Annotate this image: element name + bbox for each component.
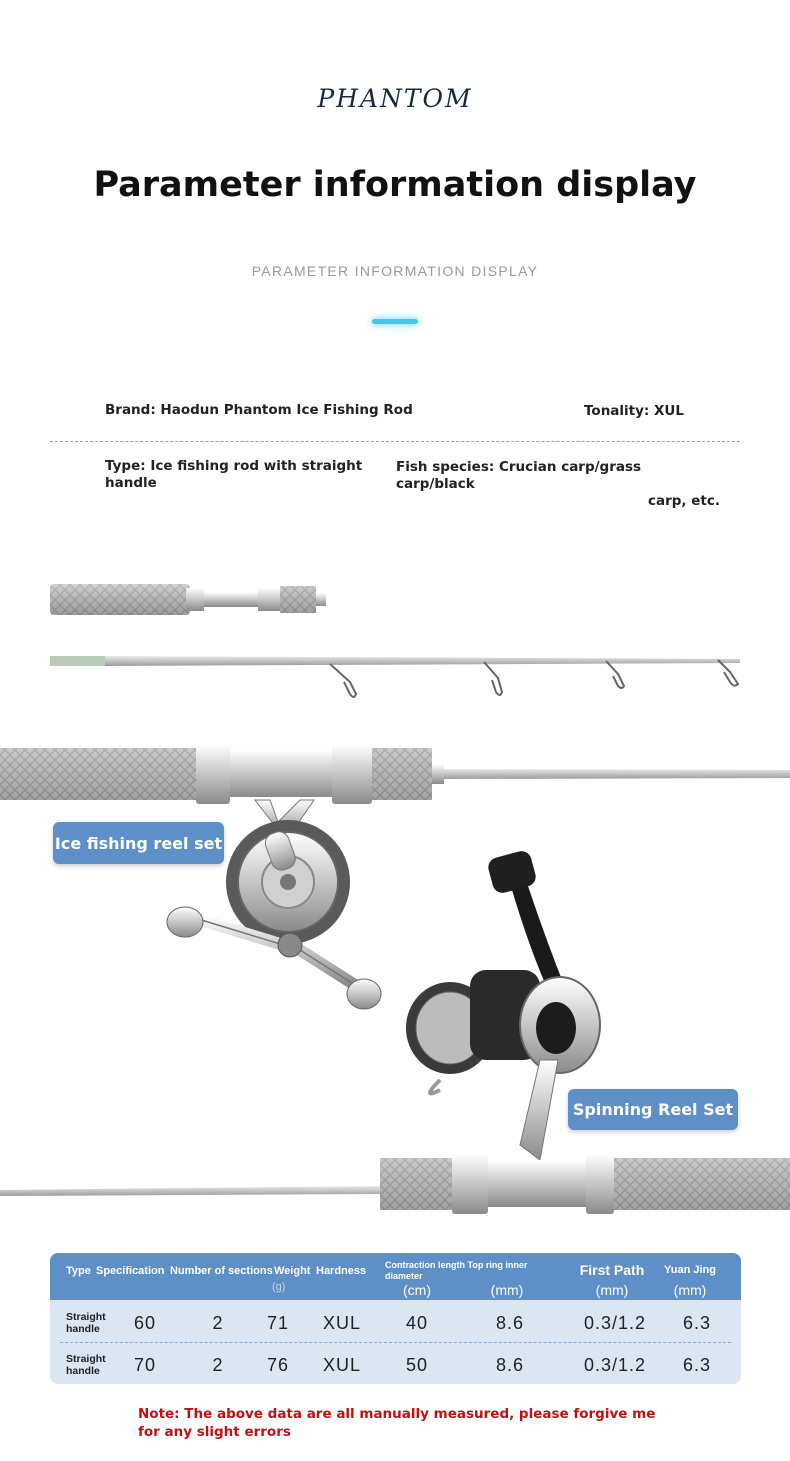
row-sections: 2 [212,1354,224,1375]
row-top-ring: 8.6 [495,1354,525,1375]
header-yuan-jing: Yuan Jing [664,1264,716,1276]
row-contraction: 50 [405,1354,429,1375]
accent-bar [372,319,418,324]
row-specification: 60 [133,1312,157,1333]
row-contraction: 40 [405,1312,429,1333]
header-type: Type [66,1265,91,1277]
row-weight: 76 [266,1354,290,1375]
header-top-ring-unit: (mm) [490,1282,524,1298]
row-first-path: 0.3/1.2 [583,1312,647,1333]
page-title: Parameter information display [93,165,697,205]
row-sections: 2 [212,1312,224,1333]
page-subtitle: PARAMETER INFORMATION DISPLAY [251,263,539,279]
header-first-path: First Path [579,1262,645,1278]
species-info: Fish species: Crucian carp/grass carp/black carp, etc. [396,459,720,509]
header-weight: Weight [274,1265,311,1277]
row-hardness: XUL [322,1312,361,1333]
ice-reel-rod-image [0,744,790,1009]
header-yuan-jing-unit: (mm) [673,1282,707,1298]
row-top-ring: 8.6 [495,1312,525,1333]
ice-reel-label: Ice fishing reel set [53,822,224,864]
product-illustration [0,560,790,1240]
header-contraction: Contraction length Top ring inner diameter [385,1260,528,1281]
table-header [50,1253,741,1300]
header-specification: Specification [96,1265,165,1277]
spec-table [50,1253,741,1384]
type-info: Type: Ice fishing rod with straight handle [105,458,363,491]
row-weight: 71 [266,1312,290,1333]
row-first-path: 0.3/1.2 [583,1354,647,1375]
rod-blank-image [50,656,740,697]
row-yuan-jing: 6.3 [682,1354,712,1375]
tonality-info: Tonality: XUL [584,403,684,419]
info-divider [50,441,740,442]
measurement-note: Note: The above data are all manually measured, please forgive me for any slight errors [138,1406,656,1440]
table-row [50,1344,741,1384]
row-type: Straight handle [66,1311,106,1335]
row-hardness: XUL [322,1354,361,1375]
row-divider [60,1342,731,1343]
row-yuan-jing: 6.3 [682,1312,712,1333]
table-row [50,1302,741,1344]
spinning-reel-rod-image [0,1154,790,1214]
header-sections: Number of sections [170,1265,273,1277]
row-type: Straight handle [66,1353,106,1377]
brand-logo: PHANTOM [317,84,473,113]
row-specification: 70 [133,1354,157,1375]
header-hardness: Hardness [316,1265,367,1277]
brand-info: Brand: Haodun Phantom Ice Fishing Rod [105,402,413,418]
header-contraction-unit: (cm) [403,1282,431,1298]
header-weight-unit: (g) [272,1281,286,1293]
header-first-path-unit: (mm) [595,1282,629,1298]
rod-handle-image [50,584,326,615]
spinning-reel-label: Spinning Reel Set [568,1089,738,1130]
